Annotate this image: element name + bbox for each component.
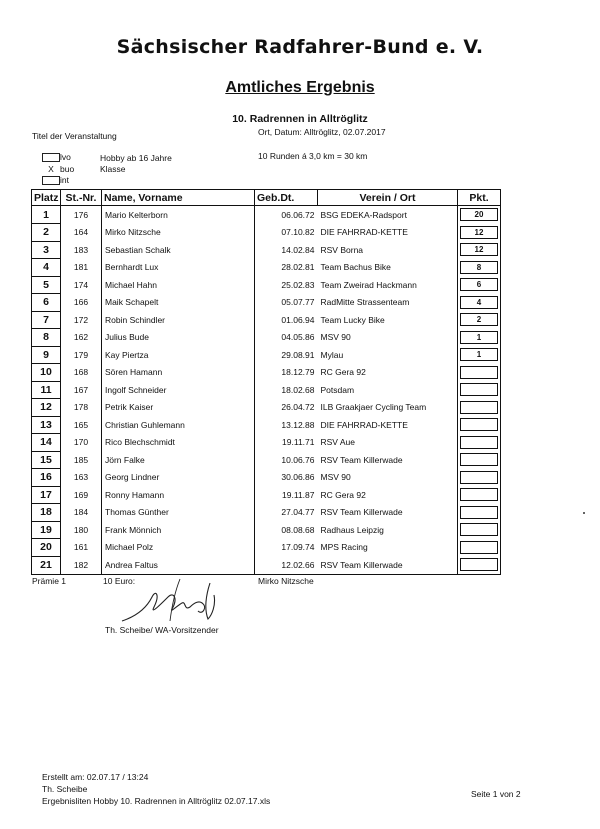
- header-stnr: St.-Nr.: [61, 190, 102, 206]
- points-cell: [458, 504, 501, 522]
- start-number-cell: 178: [61, 399, 102, 417]
- platz-cell: 11: [32, 381, 61, 399]
- points-box: [460, 453, 498, 466]
- table-row: [32, 539, 501, 557]
- name-cell: Michael Hahn: [102, 276, 255, 294]
- points-cell: [458, 311, 501, 329]
- category-option-lvo: lvo: [42, 152, 71, 162]
- platz-cell: 14: [32, 434, 61, 452]
- start-number-cell: 167: [61, 381, 102, 399]
- start-number-cell: 168: [61, 364, 102, 382]
- platz-cell: 5: [32, 276, 61, 294]
- birthdate-cell: 12.02.66: [255, 556, 318, 574]
- points-box: 8: [460, 261, 498, 274]
- points-cell: [458, 364, 501, 382]
- platz-cell: 10: [32, 364, 61, 382]
- birthdate-cell: 28.02.81: [281, 262, 315, 273]
- page-number: Seite 1 von 2: [471, 789, 521, 799]
- praemie-winner: Mirko Nitzsche: [258, 576, 314, 586]
- name-cell: Michael Polz: [102, 539, 255, 557]
- start-number-cell: 179: [61, 346, 102, 364]
- points-cell: [458, 399, 501, 417]
- name-cell: Ronny Hamann: [102, 486, 255, 504]
- name-cell: Petrik Kaiser: [102, 399, 255, 417]
- club-cell: Radhaus Leipzig: [318, 521, 458, 539]
- birthdate-cell: 06.06.72: [281, 209, 315, 220]
- document-title: Amtliches Ergebnis: [225, 79, 375, 96]
- table-row: [32, 224, 501, 242]
- birthdate-cell: 13.12.88: [281, 419, 315, 430]
- table-row: [32, 206, 501, 224]
- points-cell: [458, 206, 501, 224]
- club-cell: DIE FAHRRAD-KETTE: [318, 224, 458, 242]
- club-cell: RSV Team Killerwade: [318, 504, 458, 522]
- points-box: [460, 366, 498, 379]
- platz-cell: 15: [32, 451, 61, 469]
- points-box: 2: [460, 313, 498, 326]
- start-number-cell: 170: [61, 434, 102, 452]
- points-box: 20: [460, 208, 498, 221]
- points-cell: [458, 241, 501, 259]
- table-row: [32, 311, 501, 329]
- platz-cell: 17: [32, 486, 61, 504]
- table-row: [32, 434, 501, 452]
- header-platz: Platz: [32, 190, 61, 206]
- category-klasse: Klasse: [100, 164, 126, 174]
- table-row: [32, 416, 501, 434]
- points-cell: [458, 539, 501, 557]
- start-number-cell: 174: [61, 276, 102, 294]
- points-cell: [458, 556, 501, 574]
- points-box: [460, 506, 498, 519]
- platz-cell: 8: [32, 329, 61, 347]
- points-cell: [458, 381, 501, 399]
- points-box: 1: [460, 331, 498, 344]
- club-cell: Team Lucky Bike: [318, 311, 458, 329]
- club-cell: Team Zweirad Hackmann: [318, 276, 458, 294]
- birthdate-cell: 07.10.82: [281, 227, 315, 238]
- results-table: [31, 189, 501, 575]
- platz-cell: 19: [32, 521, 61, 539]
- document-meta: [42, 771, 270, 807]
- birthdate-cell: 30.06.86: [281, 472, 315, 483]
- birthdate-cell: 19.11.71: [282, 437, 315, 448]
- header-name: Name, Vorname: [102, 190, 255, 206]
- table-row: [32, 469, 501, 487]
- birthdate-cell: 29.08.91: [281, 349, 315, 360]
- points-box: 6: [460, 278, 498, 291]
- club-cell: BSG EDEKA-Radsport: [318, 206, 458, 224]
- name-cell: Mario Kelterborn: [102, 206, 255, 224]
- table-row: [32, 556, 501, 574]
- name-cell: Andrea Faltus: [102, 556, 255, 574]
- platz-cell: 7: [32, 311, 61, 329]
- club-cell: RadMitte Strassenteam: [318, 294, 458, 312]
- table-row: [32, 346, 501, 364]
- start-number-cell: 181: [61, 259, 102, 277]
- table-row: [32, 381, 501, 399]
- points-cell: [458, 294, 501, 312]
- filename: Ergebnisliten Hobby 10. Radrennen in Alltröglitz 02.07.17.xls: [42, 796, 271, 806]
- birthdate-cell: 18.02.68: [281, 384, 315, 395]
- start-number-cell: 176: [61, 206, 102, 224]
- name-cell: Jörn Falke: [102, 451, 255, 469]
- name-cell: Maik Schapelt: [102, 294, 255, 312]
- name-cell: Sebastian Schalk: [102, 241, 255, 259]
- platz-cell: 9: [32, 346, 61, 364]
- platz-cell: 20: [32, 539, 61, 557]
- table-row: [32, 259, 501, 277]
- table-row: [32, 399, 501, 417]
- name-cell: Christian Guhlemann: [102, 416, 255, 434]
- start-number-cell: 162: [61, 329, 102, 347]
- platz-cell: 2: [32, 224, 61, 242]
- points-box: [460, 418, 498, 431]
- name-cell: Kay Piertza: [102, 346, 255, 364]
- platz-cell: 6: [32, 294, 61, 312]
- platz-cell: 13: [32, 416, 61, 434]
- table-row: [32, 521, 501, 539]
- club-cell: ILB Graakjaer Cycling Team: [318, 399, 458, 417]
- platz-cell: 16: [32, 469, 61, 487]
- points-box: [460, 558, 498, 571]
- start-number-cell: 172: [61, 311, 102, 329]
- table-row: [32, 276, 501, 294]
- birthdate-cell: 04.05.86: [281, 332, 315, 343]
- points-cell: [458, 434, 501, 452]
- club-cell: RC Gera 92: [318, 486, 458, 504]
- signer-name: Th. Scheibe/ WA-Vorsitzender: [105, 625, 219, 635]
- points-cell: [458, 276, 501, 294]
- table-row: [32, 451, 501, 469]
- birthdate-cell: 14.02.84: [281, 244, 315, 255]
- category-option-int: int: [42, 175, 69, 185]
- birthdate-cell: 27.04.77: [281, 507, 315, 518]
- table-row: [32, 486, 501, 504]
- start-number-cell: 166: [61, 294, 102, 312]
- table-header-row: [32, 190, 501, 206]
- name-cell: Sören Hamann: [102, 364, 255, 382]
- start-number-cell: 161: [61, 539, 102, 557]
- event-name: 10. Radrennen in Alltröglitz: [232, 113, 368, 125]
- table-row: [32, 364, 501, 382]
- start-number-cell: 185: [61, 451, 102, 469]
- checkbox-icon: [42, 153, 60, 162]
- start-number-cell: 163: [61, 469, 102, 487]
- start-number-cell: 165: [61, 416, 102, 434]
- platz-cell: 12: [32, 399, 61, 417]
- signature-icon: [120, 575, 230, 627]
- points-cell: [458, 259, 501, 277]
- organization-name: Sächsischer Radfahrer-Bund e. V.: [116, 36, 484, 58]
- points-cell: [458, 486, 501, 504]
- category-option-buo: X buo: [42, 164, 74, 174]
- birthdate-cell: 18.12.79: [281, 367, 315, 378]
- event-title-label: Titel der Veranstaltung: [32, 131, 117, 141]
- scan-speck: [583, 512, 585, 514]
- points-box: [460, 488, 498, 501]
- start-number-cell: 183: [61, 241, 102, 259]
- club-cell: Potsdam: [318, 381, 458, 399]
- club-cell: RSV Team Killerwade: [318, 451, 458, 469]
- points-box: [460, 541, 498, 554]
- name-cell: Ingolf Schneider: [102, 381, 255, 399]
- points-box: 12: [460, 243, 498, 256]
- name-cell: Robin Schindler: [102, 311, 255, 329]
- table-row: [32, 241, 501, 259]
- table-row: [32, 329, 501, 347]
- created-by: Th. Scheibe: [42, 784, 88, 794]
- start-number-cell: 169: [61, 486, 102, 504]
- created-at: Erstellt am: 02.07.17 / 13:24: [42, 772, 149, 782]
- name-cell: Frank Mönnich: [102, 521, 255, 539]
- birthdate-cell: 01.06.94: [281, 314, 315, 325]
- header-gebdt: Geb.Dt.: [255, 190, 318, 206]
- platz-cell: 21: [32, 556, 61, 574]
- header-verein: Verein / Ort: [318, 190, 458, 206]
- points-cell: [458, 451, 501, 469]
- header-pkt: Pkt.: [458, 190, 501, 206]
- name-cell: Thomas Günther: [102, 504, 255, 522]
- club-cell: RSV Aue: [318, 434, 458, 452]
- club-cell: DIE FAHRRAD-KETTE: [318, 416, 458, 434]
- club-cell: MSV 90: [318, 329, 458, 347]
- birthdate-cell: 26.04.72: [281, 402, 315, 413]
- platz-cell: 1: [32, 206, 61, 224]
- points-box: [460, 383, 498, 396]
- birthdate-cell: 19.11.87: [282, 489, 315, 500]
- start-number-cell: 182: [61, 556, 102, 574]
- table-row: [32, 294, 501, 312]
- club-cell: Team Bachus Bike: [318, 259, 458, 277]
- club-cell: MPS Racing: [318, 539, 458, 557]
- platz-cell: 4: [32, 259, 61, 277]
- points-cell: [458, 521, 501, 539]
- points-cell: [458, 224, 501, 242]
- club-cell: MSV 90: [318, 469, 458, 487]
- points-cell: [458, 469, 501, 487]
- checkmark-x: X: [48, 164, 54, 174]
- club-cell: RSV Borna: [318, 241, 458, 259]
- points-cell: [458, 416, 501, 434]
- praemie-amount: 10 Euro:: [103, 576, 136, 586]
- name-cell: Rico Blechschmidt: [102, 434, 255, 452]
- start-number-cell: 164: [61, 224, 102, 242]
- points-box: 12: [460, 226, 498, 239]
- points-box: 4: [460, 296, 498, 309]
- points-box: 1: [460, 348, 498, 361]
- points-cell: [458, 346, 501, 364]
- points-box: [460, 401, 498, 414]
- name-cell: Mirko Nitzsche: [102, 224, 255, 242]
- birthdate-cell: 08.08.68: [281, 524, 315, 535]
- points-cell: [458, 329, 501, 347]
- category-hobby: Hobby ab 16 Jahre: [100, 153, 172, 163]
- checkbox-icon: [42, 176, 60, 185]
- table-row: [32, 504, 501, 522]
- name-cell: Georg Lindner: [102, 469, 255, 487]
- birthdate-cell: 17.09.74: [281, 542, 315, 553]
- club-cell: RC Gera 92: [318, 364, 458, 382]
- name-cell: Bernhardt Lux: [102, 259, 255, 277]
- platz-cell: 3: [32, 241, 61, 259]
- location-date: Ort, Datum: Alltröglitz, 02.07.2017: [258, 127, 386, 137]
- points-box: [460, 471, 498, 484]
- points-box: [460, 436, 498, 449]
- points-box: [460, 523, 498, 536]
- birthdate-cell: 05.07.77: [281, 297, 315, 308]
- birthdate-cell: 10.06.76: [281, 454, 315, 465]
- laps-info: 10 Runden á 3,0 km = 30 km: [258, 151, 368, 161]
- club-cell: Mylau: [318, 346, 458, 364]
- birthdate-cell: 25.02.83: [281, 279, 315, 290]
- club-cell: RSV Team Killerwade: [318, 556, 458, 574]
- praemie-label: Prämie 1: [32, 576, 67, 586]
- start-number-cell: 180: [61, 521, 102, 539]
- start-number-cell: 184: [61, 504, 102, 522]
- platz-cell: 18: [32, 504, 61, 522]
- name-cell: Julius Bude: [102, 329, 255, 347]
